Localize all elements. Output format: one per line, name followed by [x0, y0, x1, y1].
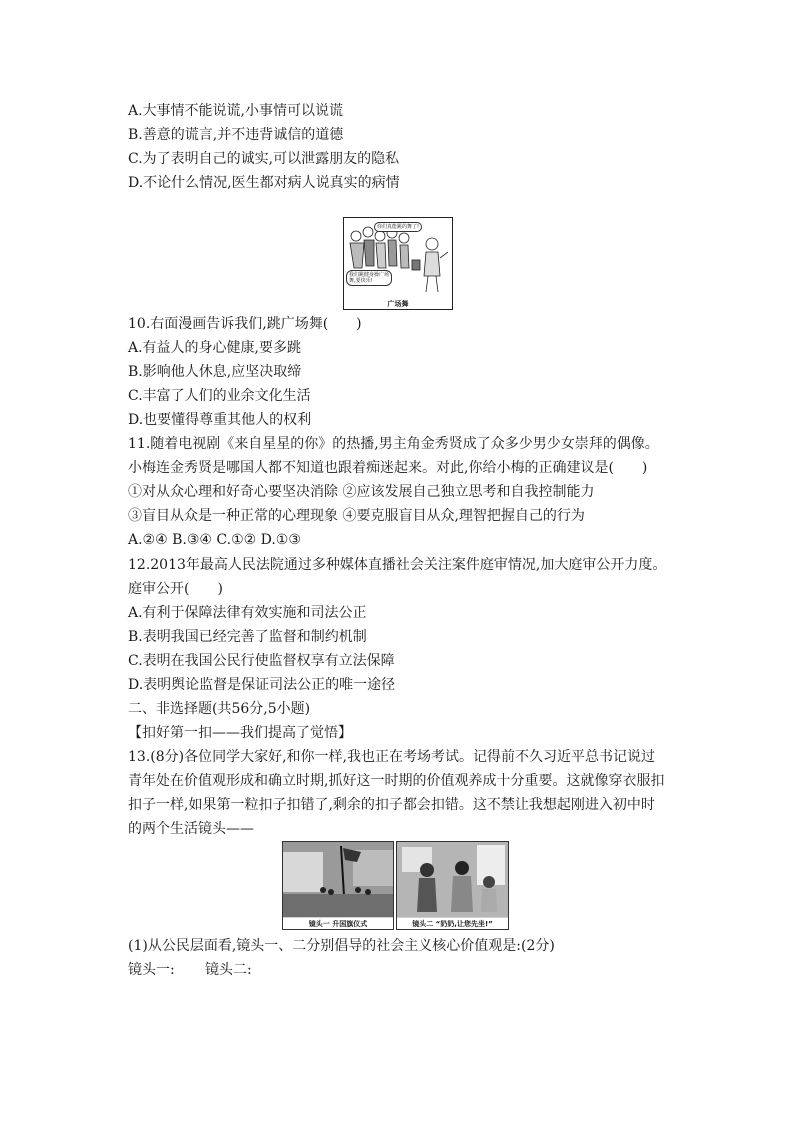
q10-option-b: B.影响他人休息,应坚决取缔: [128, 364, 302, 380]
flag-ceremony-drawing: [283, 842, 393, 917]
cartoon-caption: 广场舞: [387, 300, 409, 308]
q11-choices: A.②④ B.③④ C.①② D.①③: [128, 532, 301, 548]
square-dance-cartoon: [343, 217, 453, 310]
photo1-caption: 镜头一 升国旗仪式: [283, 918, 393, 930]
q12-option-b: B.表明我国已经完善了监督和制约机制: [128, 629, 367, 645]
q11-stem-line2: 小梅连金秀贤是哪国人都不知道也跟着痴迷起来。对此,你给小梅的正确建议是( ): [128, 460, 648, 476]
q13-para-line4: 的两个生活镜头——: [128, 821, 254, 837]
bus-seat-drawing: [397, 842, 508, 917]
q9-option-d: D.不论什么情况,医生都对病人说真实的病情: [128, 175, 400, 191]
q11-stem-line1: 11.随着电视剧《来自星星的你》的热播,男主角金秀贤成了众多少男少女崇拜的偶像。: [128, 436, 659, 452]
answer-label-shot2: 镜头二:: [205, 962, 252, 978]
q10-option-a: A.有益人的身心健康,要多跳: [128, 340, 302, 356]
q13-para-line3: 扣子一样,如果第一粒扣子扣错了,剩余的扣子都会扣错。这不禁让我想起刚进入初中时: [128, 797, 655, 813]
q9-option-a: A.大事情不能说谎,小事情可以说谎: [128, 103, 344, 119]
photo2-caption: 镜头二 “奶奶,让您先坐!”: [397, 918, 508, 930]
q9-option-b: B.善意的谎言,并不违背诚信的道德: [128, 127, 344, 143]
photo-bus-seat: [396, 841, 509, 930]
q13-subquestion-1: (1)从公民层面看,镜头一、二分别倡导的社会主义核心价值观是:(2分): [128, 938, 555, 954]
q12-option-c: C.表明在我国公民行使监督权享有立法保障: [128, 653, 395, 669]
q12-option-d: D.表明舆论监督是保证司法公正的唯一途径: [128, 677, 396, 693]
q11-statements-2: ③盲目从众是一种正常的心理现象 ④要克服盲目从众,理智把握自己的行为: [128, 508, 585, 524]
cartoon-speech-left: 我们跳健身操广场舞,要快乐!: [346, 270, 392, 286]
q13-para-line2: 青年处在价值观形成和确立时期,抓好这一时期的价值观养成十分重要。这就像穿衣服扣: [128, 773, 665, 789]
sub-heading: 【扣好第一扣——我们提高了觉悟】: [128, 725, 352, 741]
q9-option-c: C.为了表明自己的诚实,可以泄露朋友的隐私: [128, 151, 400, 167]
q12-option-a: A.有利于保障法律有效实施和司法公正: [128, 605, 367, 621]
q12-stem-line1: 12.2013年最高人民法院通过多种媒体直播社会关注案件庭审情况,加大庭审公开力度。: [128, 557, 667, 573]
q10-stem: 10.右面漫画告诉我们,跳广场舞( ): [128, 316, 362, 332]
q10-option-c: C.丰富了人们的业余文化生活: [128, 388, 311, 404]
section-heading: 二、非选择题(共56分,5小题): [128, 701, 311, 717]
q11-statements-1: ①对从众心理和好奇心要坚决消除 ②应该发展自己独立思考和自我控制能力: [128, 484, 595, 500]
q10-option-d: D.也要懂得尊重其他人的权利: [128, 412, 312, 428]
cartoon-speech-top: 你们真能跳的舞了!: [374, 222, 422, 232]
q12-stem-line2: 庭审公开( ): [128, 581, 223, 597]
answer-label-shot1: 镜头一:: [128, 962, 175, 978]
q13-para-line1: 13.(8分)各位同学大家好,和你一样,我也正在考场考试。记得前不久习近平总书记说过: [128, 749, 655, 765]
photo-flag-ceremony: [282, 841, 394, 930]
